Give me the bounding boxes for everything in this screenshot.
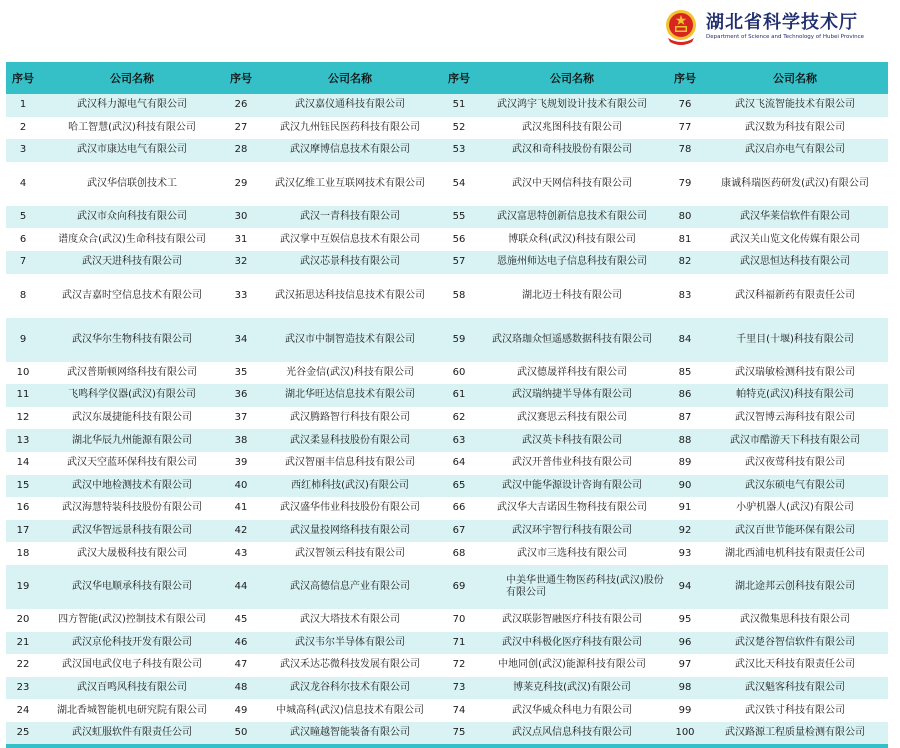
company-name: 武汉龙谷科尔技术有限公司 — [290, 681, 410, 693]
company-name: 武汉市中制智造技术有限公司 — [285, 333, 415, 345]
company-name: 武汉微集思科技有限公司 — [740, 614, 850, 626]
table-row — [6, 654, 888, 677]
table-row — [6, 139, 888, 162]
table-header-row — [6, 62, 888, 94]
row-index: 76 — [678, 99, 692, 111]
company-name: 西红柿科技(武汉)有限公司 — [291, 479, 409, 491]
table-row — [6, 452, 888, 475]
row-index: 9 — [19, 333, 27, 345]
row-index: 46 — [234, 636, 248, 648]
company-name: 武汉吉嘉时空信息技术有限公司 — [62, 289, 202, 301]
row-index: 89 — [678, 457, 692, 469]
row-index: 4 — [19, 177, 27, 189]
row-index: 81 — [678, 233, 692, 245]
company-name: 湖北途邦云创科技有限公司 — [735, 580, 855, 592]
row-index: 21 — [16, 636, 30, 648]
row-index: 98 — [678, 681, 692, 693]
company-name: 武汉京伦科技开发有限公司 — [72, 636, 192, 648]
row-index: 33 — [234, 289, 248, 301]
company-name: 武汉拓思达科技信息技术有限公司 — [275, 289, 425, 301]
company-name: 武汉瑞纳捷半导体有限公司 — [512, 389, 632, 401]
company-name: 武汉华大吉诺因生物科技有限公司 — [497, 502, 647, 514]
company-name: 武汉德晟祥科技有限公司 — [517, 366, 627, 378]
table-row — [6, 542, 888, 565]
row-index: 70 — [452, 614, 466, 626]
company-name: 武汉华信联创技术工 — [87, 177, 177, 189]
table-row — [6, 609, 888, 632]
company-name: 武汉和奇科技股份有限公司 — [512, 144, 632, 156]
row-index: 37 — [234, 412, 248, 424]
row-index: 14 — [16, 457, 30, 469]
company-name: 武汉市康达电气有限公司 — [77, 144, 187, 156]
company-name: 武汉亿维工业互联网技术有限公司 — [275, 177, 425, 189]
row-index: 77 — [678, 121, 692, 133]
row-index: 43 — [234, 547, 248, 559]
row-index: 12 — [16, 412, 30, 424]
table-row — [6, 162, 888, 206]
company-name: 武汉一青科技有限公司 — [300, 211, 400, 223]
company-name: 哈工智慧(武汉)科技有限公司 — [68, 121, 196, 133]
company-name: 中美华世通生物医药科技(武汉)股份有限公司 — [506, 574, 664, 598]
table-row — [6, 722, 888, 745]
row-index: 49 — [234, 704, 248, 716]
row-index: 41 — [234, 502, 248, 514]
table-row — [6, 117, 888, 140]
row-index: 5 — [19, 211, 27, 223]
company-name: 武汉东硕电气有限公司 — [745, 479, 845, 491]
national-emblem-icon — [664, 8, 698, 46]
header-company-name: 公司名称 — [550, 72, 594, 85]
company-name: 武汉魁客科技有限公司 — [745, 681, 845, 693]
row-index: 32 — [234, 256, 248, 268]
row-index: 26 — [234, 99, 248, 111]
company-name: 武汉市众向科技有限公司 — [77, 211, 187, 223]
row-index: 16 — [16, 502, 30, 514]
company-name: 武汉华尔生物科技有限公司 — [72, 333, 192, 345]
company-name: 武汉天进科技有限公司 — [82, 256, 182, 268]
row-index: 62 — [452, 412, 466, 424]
company-name: 武汉环宇智行科技有限公司 — [512, 525, 632, 537]
row-index: 48 — [234, 681, 248, 693]
company-name: 武汉联影智融医疗科技有限公司 — [502, 614, 642, 626]
row-index: 22 — [16, 659, 30, 671]
company-name: 武汉赛思云科技有限公司 — [517, 412, 627, 424]
row-index: 61 — [452, 389, 466, 401]
row-index: 69 — [452, 580, 466, 592]
row-index: 82 — [678, 256, 692, 268]
row-index: 10 — [16, 366, 30, 378]
company-name: 光谷金信(武汉)科技有限公司 — [286, 366, 414, 378]
company-name: 中城高科(武汉)信息技术有限公司 — [276, 704, 424, 716]
row-index: 68 — [452, 547, 466, 559]
row-index: 88 — [678, 434, 692, 446]
company-name: 湖北西浦电机科技有限责任公司 — [725, 547, 865, 559]
header-index: 序号 — [674, 72, 696, 85]
row-index: 45 — [234, 614, 248, 626]
row-index: 54 — [452, 177, 466, 189]
row-index: 72 — [452, 659, 466, 671]
company-name: 武汉中天网信科技有限公司 — [512, 177, 632, 189]
row-index: 100 — [675, 727, 695, 739]
company-name: 武汉华智远景科技有限公司 — [72, 525, 192, 537]
row-index: 27 — [234, 121, 248, 133]
company-name: 武汉富思特创新信息技术有限公司 — [497, 211, 647, 223]
row-index: 40 — [234, 479, 248, 491]
company-name: 武汉东晟捷能科技有限公司 — [72, 412, 192, 424]
row-index: 7 — [19, 256, 27, 268]
row-index: 53 — [452, 144, 466, 156]
table-row — [6, 565, 888, 609]
company-name: 武汉虹服软件有限责任公司 — [72, 727, 192, 739]
row-index: 8 — [19, 289, 27, 301]
row-index: 50 — [234, 727, 248, 739]
row-index: 74 — [452, 704, 466, 716]
row-index: 73 — [452, 681, 466, 693]
row-index: 25 — [16, 727, 30, 739]
row-index: 42 — [234, 525, 248, 537]
company-name: 湖北香城智能机电研究院有限公司 — [57, 704, 207, 716]
header-index: 序号 — [448, 72, 470, 85]
company-name: 武汉科力源电气有限公司 — [77, 99, 187, 111]
company-name: 小驴机器人(武汉)有限公司 — [736, 502, 854, 514]
company-name: 武汉智领云科技有限公司 — [295, 547, 405, 559]
company-name: 武汉腾路智行科技有限公司 — [290, 412, 410, 424]
company-name: 武汉关山览文化传媒有限公司 — [730, 233, 860, 245]
row-index: 2 — [19, 121, 27, 133]
table-row — [6, 362, 888, 385]
table-row — [6, 94, 888, 117]
table-row — [6, 274, 888, 318]
row-index: 24 — [16, 704, 30, 716]
row-index: 66 — [452, 502, 466, 514]
company-name: 武汉嘉仪通科技有限公司 — [295, 99, 405, 111]
row-index: 30 — [234, 211, 248, 223]
company-name: 武汉摩博信息技术有限公司 — [290, 144, 410, 156]
row-index: 17 — [16, 525, 30, 537]
row-index: 57 — [452, 256, 466, 268]
row-index: 83 — [678, 289, 692, 301]
company-name: 飞鸣科学仪器(武汉)有限公司 — [68, 389, 196, 401]
header-company-name: 公司名称 — [328, 72, 372, 85]
company-name: 武汉市酷游天下科技有限公司 — [730, 434, 860, 446]
company-name: 武汉中地检测技术有限公司 — [72, 479, 192, 491]
table-row — [6, 429, 888, 452]
row-index: 47 — [234, 659, 248, 671]
table-row — [6, 699, 888, 722]
company-name: 武汉普斯顿网络科技有限公司 — [67, 366, 197, 378]
row-index: 3 — [19, 144, 27, 156]
row-index: 90 — [678, 479, 692, 491]
header-company-name: 公司名称 — [773, 72, 817, 85]
row-index: 51 — [452, 99, 466, 111]
company-name: 武汉海慧特装科技股份有限公司 — [62, 502, 202, 514]
table-row — [6, 497, 888, 520]
company-name: 博联众科(武汉)科技有限公司 — [508, 233, 636, 245]
company-name: 武汉夜莺科技有限公司 — [745, 457, 845, 469]
company-name: 四方智能(武汉)控制技术有限公司 — [58, 614, 206, 626]
row-index: 85 — [678, 366, 692, 378]
row-index: 38 — [234, 434, 248, 446]
row-index: 13 — [16, 434, 30, 446]
row-index: 18 — [16, 547, 30, 559]
header-company-name: 公司名称 — [110, 72, 154, 85]
company-name: 武汉华莱信软件有限公司 — [740, 211, 850, 223]
company-name: 武汉飞流智能技术有限公司 — [735, 99, 855, 111]
company-name: 武汉华威众科电力有限公司 — [512, 704, 632, 716]
company-name: 湖北迈士科技有限公司 — [522, 289, 622, 301]
table-row — [6, 251, 888, 274]
company-name: 武汉禾达芯微科技发展有限公司 — [280, 659, 420, 671]
row-index: 92 — [678, 525, 692, 537]
row-index: 6 — [19, 233, 27, 245]
company-name: 武汉思恒达科技有限公司 — [740, 256, 850, 268]
row-index: 35 — [234, 366, 248, 378]
company-name: 武汉柔显科技股份有限公司 — [290, 434, 410, 446]
row-index: 20 — [16, 614, 30, 626]
company-name: 武汉楚谷智信软件有限公司 — [735, 636, 855, 648]
row-index: 65 — [452, 479, 466, 491]
table-row — [6, 228, 888, 251]
row-index: 34 — [234, 333, 248, 345]
row-index: 87 — [678, 412, 692, 424]
header-index: 序号 — [12, 72, 34, 85]
table-footer-bar — [6, 744, 888, 748]
company-name: 帕特克(武汉)科技有限公司 — [736, 389, 854, 401]
row-index: 36 — [234, 389, 248, 401]
company-name: 武汉芯景科技有限公司 — [300, 256, 400, 268]
company-name: 谱度众合(武汉)生命科技有限公司 — [58, 233, 206, 245]
company-name: 武汉中科极化医疗科技有限公司 — [502, 636, 642, 648]
company-name: 武汉百鸣风科技有限公司 — [77, 681, 187, 693]
company-name: 武汉韦尔半导体有限公司 — [295, 636, 405, 648]
table-row — [6, 407, 888, 430]
company-name: 千里目(十堰)科技有限公司 — [736, 333, 854, 345]
table-row — [6, 384, 888, 407]
company-name: 武汉兆图科技有限公司 — [522, 121, 622, 133]
company-name: 武汉比天科技有限责任公司 — [735, 659, 855, 671]
company-name: 武汉天空蓝环保科技有限公司 — [67, 457, 197, 469]
company-name: 武汉大塔技术有限公司 — [300, 614, 400, 626]
row-index: 79 — [678, 177, 692, 189]
company-name: 武汉量投网络科技有限公司 — [290, 525, 410, 537]
row-index: 86 — [678, 389, 692, 401]
company-name: 康诚科瑞医药研发(武汉)有限公司 — [721, 177, 869, 189]
row-index: 60 — [452, 366, 466, 378]
row-index: 11 — [16, 389, 30, 401]
row-index: 95 — [678, 614, 692, 626]
company-list-table — [6, 62, 888, 748]
company-name: 武汉启亦电气有限公司 — [745, 144, 845, 156]
row-index: 15 — [16, 479, 30, 491]
row-index: 23 — [16, 681, 30, 693]
company-name: 武汉珞珈众恒遥感数据科技有限公司 — [492, 333, 652, 345]
table-row — [6, 206, 888, 229]
company-name: 湖北华旺达信息技术有限公司 — [285, 389, 415, 401]
row-index: 63 — [452, 434, 466, 446]
company-name: 武汉百世节能环保有限公司 — [735, 525, 855, 537]
row-index: 39 — [234, 457, 248, 469]
page-header — [0, 0, 900, 54]
company-name: 武汉英卡科技有限公司 — [522, 434, 622, 446]
company-name: 武汉九州钰民医药科技有限公司 — [280, 121, 420, 133]
row-index: 55 — [452, 211, 466, 223]
row-index: 59 — [452, 333, 466, 345]
row-index: 44 — [234, 580, 248, 592]
row-index: 28 — [234, 144, 248, 156]
row-index: 1 — [19, 99, 27, 111]
company-name: 武汉路源工程质量检测有限公司 — [725, 727, 865, 739]
table-row — [6, 475, 888, 498]
row-index: 67 — [452, 525, 466, 537]
row-index: 75 — [452, 727, 466, 739]
table-row — [6, 677, 888, 700]
company-name: 恩施州师达电子信息科技有限公司 — [497, 256, 647, 268]
company-name: 武汉瞳越智能装备有限公司 — [290, 727, 410, 739]
company-name: 武汉点风信息科技有限公司 — [512, 727, 632, 739]
table-row — [6, 318, 888, 362]
company-name: 中地同创(武汉)能源科技有限公司 — [498, 659, 646, 671]
row-index: 94 — [678, 580, 692, 592]
row-index: 31 — [234, 233, 248, 245]
company-name: 武汉智博云海科技有限公司 — [735, 412, 855, 424]
company-name: 武汉科福新药有限责任公司 — [735, 289, 855, 301]
row-index: 71 — [452, 636, 466, 648]
row-index: 64 — [452, 457, 466, 469]
company-name: 武汉国电武仪电子科技有限公司 — [62, 659, 202, 671]
company-name: 武汉掌中互娱信息技术有限公司 — [280, 233, 420, 245]
row-index: 99 — [678, 704, 692, 716]
company-name: 武汉大晟极科技有限公司 — [77, 547, 187, 559]
row-index: 58 — [452, 289, 466, 301]
org-name-cn: 湖北省科学技术厅 — [706, 12, 858, 33]
table-row — [6, 520, 888, 543]
row-index: 80 — [678, 211, 692, 223]
company-name: 武汉瑞敏检测科技有限公司 — [735, 366, 855, 378]
company-name: 武汉市三选科技有限公司 — [517, 547, 627, 559]
company-name: 武汉盛华伟业科技股份有限公司 — [280, 502, 420, 514]
row-index: 93 — [678, 547, 692, 559]
row-index: 91 — [678, 502, 692, 514]
company-name: 武汉智丽丰信息科技有限公司 — [285, 457, 415, 469]
org-name-en: Department of Science and Technology of Hubei Province — [706, 34, 865, 40]
company-name: 武汉数为科技有限公司 — [745, 121, 845, 133]
row-index: 29 — [234, 177, 248, 189]
row-index: 52 — [452, 121, 466, 133]
company-name: 武汉鸿宇飞规划设计技术有限公司 — [497, 99, 647, 111]
company-name: 湖北华辰九州能源有限公司 — [72, 434, 192, 446]
company-name: 武汉中能华源设计咨询有限公司 — [502, 479, 642, 491]
header-index: 序号 — [230, 72, 252, 85]
row-index: 96 — [678, 636, 692, 648]
company-name: 博莱克科技(武汉)有限公司 — [513, 681, 631, 693]
row-index: 97 — [678, 659, 692, 671]
company-name: 武汉开普伟业科技有限公司 — [512, 457, 632, 469]
company-name: 武汉高德信息产业有限公司 — [290, 580, 410, 592]
row-index: 84 — [678, 333, 692, 345]
row-index: 19 — [16, 580, 30, 592]
row-index: 56 — [452, 233, 466, 245]
table-row — [6, 632, 888, 655]
company-name: 武汉铁寸科技有限公司 — [745, 704, 845, 716]
row-index: 78 — [678, 144, 692, 156]
company-name: 武汉华电顺承科技有限公司 — [72, 580, 192, 592]
